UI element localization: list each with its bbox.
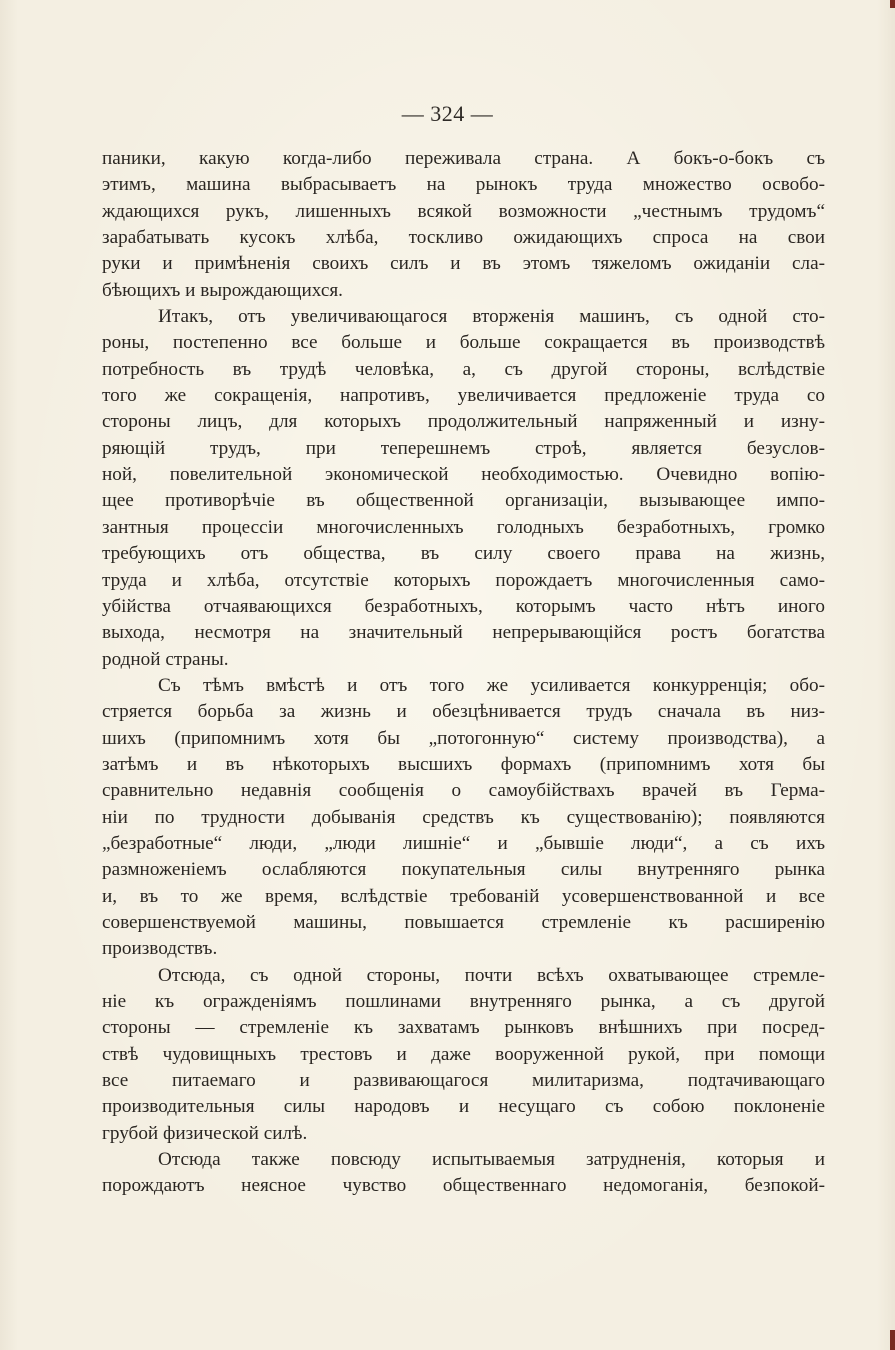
page-edge-mark bbox=[890, 1330, 895, 1350]
text-line: стороны — стремленіе къ захватамъ рынковъ внѣшнихъ при посред- bbox=[102, 1017, 825, 1039]
text-line: Отсюда, съ одной стороны, почти всѣхъ охватывающее стремле- bbox=[158, 964, 825, 986]
text-line: того же сокращенія, напротивъ, увеличивается предложеніе труда со bbox=[102, 385, 825, 407]
text-line: зарабатывать кусокъ хлѣба, тоскливо ожидающихъ спроса на свои bbox=[102, 227, 825, 249]
text-line: грубой физической силѣ. bbox=[102, 1122, 308, 1144]
text-line: ждающихся рукъ, лишенныхъ всякой возможности „честнымъ трудомъ“ bbox=[102, 200, 825, 222]
text-line: Отсюда также повсюду испытываемыя затрудненія, которыя и bbox=[158, 1149, 825, 1171]
text-line: Итакъ, отъ увеличивающагося вторженія машинъ, съ одной сто- bbox=[158, 306, 825, 328]
text-line: порождаютъ неясное чувство общественнаго недомоганія, безпокой- bbox=[102, 1175, 825, 1197]
text-line: зантныя процессіи многочисленныхъ голодныхъ безработныхъ, громко bbox=[102, 516, 825, 538]
text-line: потребность въ трудѣ человѣка, а, съ другой стороны, вслѣдствіе bbox=[102, 358, 825, 380]
text-line: размноженіемъ ослабляются покупательныя силы внутренняго рынка bbox=[102, 859, 825, 881]
text-line: убійства отчаявающихся безработныхъ, которымъ часто нѣтъ иного bbox=[102, 595, 825, 617]
text-line: совершенствуемой машины, повышается стремленіе къ расширенію bbox=[102, 911, 825, 933]
text-line: и, въ то же время, вслѣдствіе требованій усовершенствованной и все bbox=[102, 885, 825, 907]
page-number: — 324 — bbox=[401, 101, 494, 126]
text-line: стороны лицъ, для которыхъ продолжительный напряженный и изну- bbox=[102, 411, 825, 433]
text-line: выхода, несмотря на значительный непрерывающійся ростъ богатства bbox=[102, 622, 825, 644]
text-line: ствѣ чудовищныхъ трестовъ и даже вооруженной рукой, при помощи bbox=[102, 1043, 825, 1065]
text-line: затѣмъ и въ нѣкоторыхъ высшихъ формахъ (припомнимъ хотя бы bbox=[102, 753, 825, 775]
text-line: Съ тѣмъ вмѣстѣ и отъ того же усиливается конкурренція; обо- bbox=[158, 674, 825, 696]
text-line: шихъ (припомнимъ хотя бы „потогонную“ систему производства), а bbox=[102, 727, 825, 749]
text-line: паники, какую когда-либо переживала страна. А бокъ-о-бокъ съ bbox=[102, 148, 825, 169]
text-line: производствъ. bbox=[102, 938, 218, 960]
text-line: стряется борьба за жизнь и обезцѣнивается трудъ сначала въ низ- bbox=[102, 701, 825, 723]
text-line: производительныя силы народовъ и несущаго съ собою поклоненіе bbox=[102, 1096, 825, 1118]
text-line: требующихъ отъ общества, въ силу своего права на жизнь, bbox=[102, 543, 825, 565]
text-line: ніе къ огражденіямъ пошлинами внутренняго рынка, а съ другой bbox=[102, 991, 825, 1012]
text-line: этимъ, машина выбрасываетъ на рынокъ труда множество освобо- bbox=[102, 174, 825, 196]
text-line: сравнительно недавнія сообщенія о самоубійствахъ врачей въ Герма- bbox=[102, 780, 825, 802]
text-line: руки и примѣненія своихъ силъ и въ этомъ тяжеломъ ожиданіи сла- bbox=[102, 253, 825, 275]
text-line: родной страны. bbox=[102, 648, 229, 670]
text-line: ной, повелительной экономической необходимостью. Очевидно вопію- bbox=[102, 464, 825, 486]
text-line: бѣющихъ и вырождающихся. bbox=[102, 279, 343, 301]
text-line: ніи по трудности добыванія средствъ къ существованію); появляются bbox=[102, 806, 825, 828]
text-line: „безработные“ люди, „люди лишніе“ и „бывшіе люди“, а съ ихъ bbox=[102, 832, 825, 854]
page-edge-mark bbox=[890, 0, 895, 8]
text-line: роны, постепенно все больше и больше сокращается въ производствѣ bbox=[102, 332, 825, 354]
body-text bbox=[102, 146, 825, 1200]
text-line: труда и хлѣба, отсутствіе которыхъ порождаетъ многочисленныя само- bbox=[102, 569, 825, 591]
text-line: ряющій трудъ, при теперешнемъ строѣ, является безуслов- bbox=[102, 437, 825, 459]
text-line: щее противорѣчіе въ общественной организаціи, вызывающее импо- bbox=[102, 490, 825, 512]
text-line: все питаемаго и развивающагося милитаризма, подтачивающаго bbox=[102, 1070, 825, 1092]
